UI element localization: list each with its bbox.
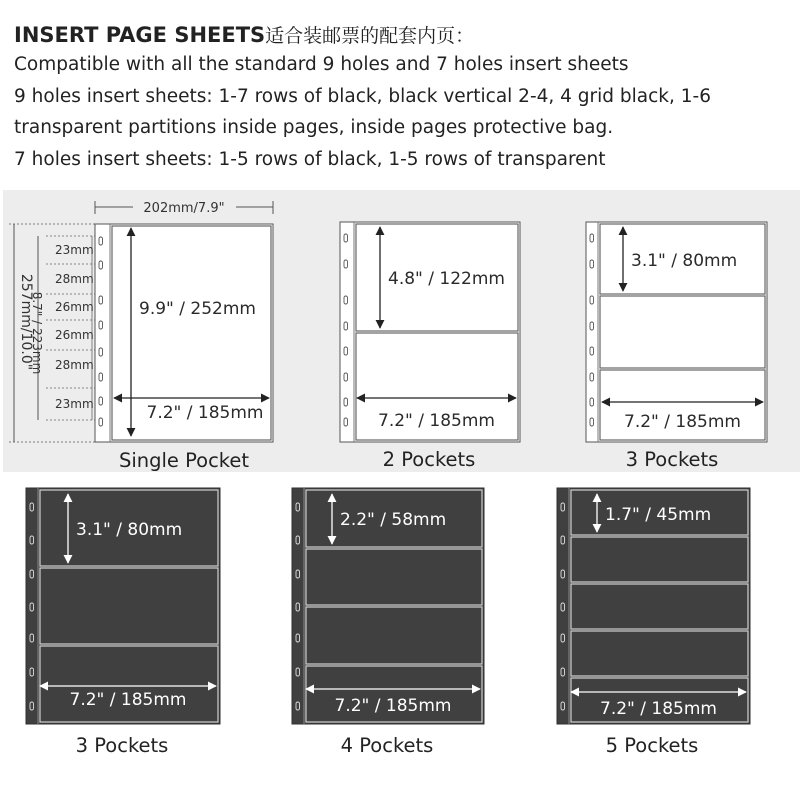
sheet-outline bbox=[340, 222, 520, 442]
three-pockets-light-diagram bbox=[586, 222, 767, 471]
four-pockets-dark-diagram bbox=[292, 488, 484, 757]
pocket-width-label: 7.2" / 185mm bbox=[624, 412, 741, 432]
diagrams-group bbox=[9, 201, 767, 757]
pocket-height-label: 2.2" / 58mm bbox=[340, 510, 447, 530]
pocket-width-label: 7.2" / 185mm bbox=[69, 690, 187, 710]
strip-label: 28mm bbox=[55, 358, 94, 372]
strip-label: 28mm bbox=[55, 272, 94, 286]
header-line-3: transparent partitions inside pages, inside pages protective bag. bbox=[14, 117, 614, 138]
header-title: INSERT PAGE SHEETS bbox=[14, 23, 266, 47]
sheet-caption: 3 Pockets bbox=[625, 448, 719, 471]
header-line-1: Compatible with all the standard 9 holes and 7 holes insert sheets bbox=[14, 54, 629, 75]
pocket-height-label: 3.1" / 80mm bbox=[76, 520, 183, 540]
two-pockets-diagram bbox=[340, 222, 520, 471]
header-title-cn: 适合装邮票的配套内页： bbox=[265, 25, 475, 47]
strip-label: 26mm bbox=[55, 328, 94, 342]
strip-label: 26mm bbox=[55, 300, 94, 314]
inner-height-label: 8.7" / 223mm bbox=[30, 291, 44, 375]
sheet-caption: 3 Pockets bbox=[75, 734, 169, 757]
five-pockets-dark-diagram bbox=[557, 488, 750, 757]
three-pockets-dark-diagram bbox=[26, 488, 220, 757]
strip-label: 23mm bbox=[55, 243, 94, 257]
pocket-width-label: 7.2" / 185mm bbox=[378, 411, 495, 431]
sheet-caption: 2 Pockets bbox=[382, 448, 476, 471]
pocket-height-label: 1.7" / 45mm bbox=[605, 505, 712, 525]
pocket-height-label: 9.9" / 252mm bbox=[139, 299, 256, 319]
sheet-caption: 5 Pockets bbox=[605, 734, 699, 757]
pocket-height-label: 4.8" / 122mm bbox=[388, 269, 505, 289]
pocket-height-label: 3.1" / 80mm bbox=[631, 251, 738, 271]
strip-label: 23mm bbox=[55, 397, 94, 411]
outer-height-label: 257mm/10.0" bbox=[18, 273, 34, 371]
header-line-2: 9 holes insert sheets: 1-7 rows of black, black vertical 2-4, 4 grid black, 1-6 bbox=[14, 85, 712, 107]
header-line-4: 7 holes insert sheets: 1-5 rows of black, 1-5 rows of transparent bbox=[14, 148, 606, 170]
pocket-width-label: 7.2" / 185mm bbox=[146, 403, 264, 423]
pocket-width-label: 7.2" / 185mm bbox=[600, 699, 717, 719]
top-width-label: 202mm/7.9" bbox=[143, 201, 225, 216]
pocket-width-label: 7.2" / 185mm bbox=[334, 696, 452, 716]
sheet-caption: 4 Pockets bbox=[340, 734, 434, 757]
sheet-caption: Single Pocket bbox=[118, 449, 250, 472]
